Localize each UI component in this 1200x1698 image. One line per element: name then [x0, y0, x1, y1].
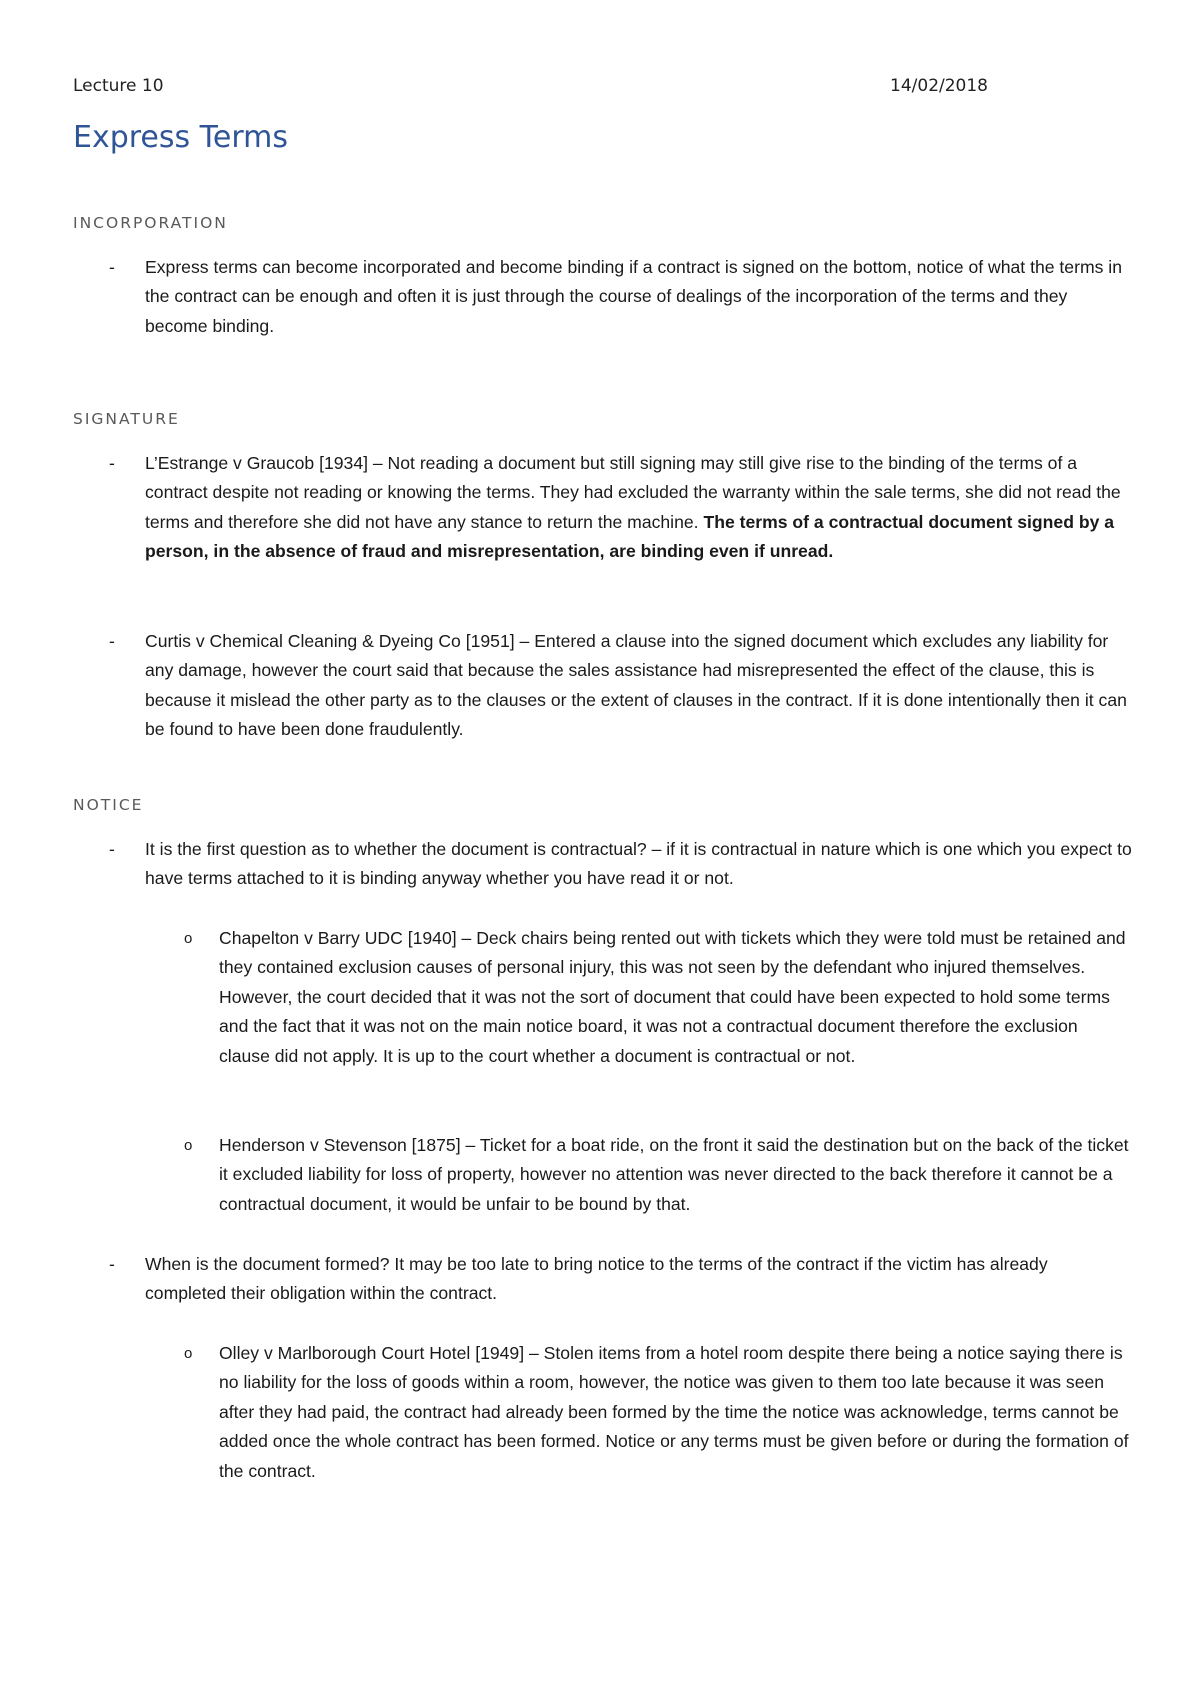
page-title: Express Terms [73, 120, 289, 155]
item-text: Chapelton v Barry UDC [1940] – Deck chairs being rented out with tickets which they were told must be retained and they contained exclusion causes of personal injury, this was not seen by the defendant who injured themselves. However, the court decided that it was not the sort of document that could have been expected to hold some terms and the fact that it was not on the main notice board, it was not a contractual document therefore the exclusion clause did not apply. It is up to the court whether a document is contractual or not. [219, 928, 1126, 1066]
item-text: Olley v Marlborough Court Hotel [1949] – Stolen items from a hotel room despite there being a notice saying there is no liability for the loss of goods within a room, however, the notice was given to them too late because it was seen after they had paid, the contract had already been formed by the time the notice was acknowledge, terms cannot be added once the whole contract has been formed. Notice or any terms must be given before or during the formation of the contract. [219, 1343, 1129, 1481]
lecture-date: 14/02/2018 [890, 76, 988, 96]
dash-marker: - [109, 631, 115, 651]
dash-marker: - [109, 257, 115, 277]
item-text: Curtis v Chemical Cleaning & Dyeing Co [1951] – Entered a clause into the signed document which excludes any liability for any damage, however the court said that because the sales assistance had misrepresented the effect of the clause, this is because it mislead the other party as to the clauses or the extent of clauses in the contract. If it is done intentionally then it can be found to have been done fraudulently. [145, 631, 1127, 740]
list-item-incorporation-1 [73, 253, 1133, 341]
circle-marker: o [184, 1137, 193, 1154]
page-header [73, 76, 988, 96]
list-item-signature-2 [73, 627, 1133, 745]
item-bold-text: The terms of a contractual document signed by a person, in the absence of fraud and misrepresentation, are binding even if unread. [145, 511, 1115, 562]
dash-marker: - [109, 1254, 115, 1274]
list-item-notice-2 [73, 1250, 1133, 1309]
list-item-signature-1 [73, 449, 1133, 567]
section-heading-signature: SIGNATURE [73, 410, 180, 428]
circle-marker: o [184, 1345, 193, 1362]
sub-item-chapelton [73, 924, 1133, 1071]
item-text: When is the document formed? It may be too late to bring notice to the terms of the contract if the victim has already completed their obligation within the contract. [145, 1254, 1048, 1304]
circle-marker: o [184, 930, 193, 947]
section-heading-incorporation: INCORPORATION [73, 214, 228, 232]
item-body [145, 449, 1133, 567]
item-text: L’Estrange v Graucob [1934] – Not reading a document but still signing may still give rise to the binding of the terms of a contract despite not reading or knowing the terms. They had excluded the warranty within the sale terms, she did not read the terms and therefore she did not have any stance to return the machine. [145, 453, 1121, 532]
dash-marker: - [109, 839, 115, 859]
lecture-label: Lecture 10 [73, 76, 164, 96]
item-text: Henderson v Stevenson [1875] – Ticket for a boat ride, on the front it said the destination but on the back of the ticket it excluded liability for loss of property, however no attention was never directed to the back therefore it cannot be a contractual document, it would be unfair to be bound by that. [219, 1135, 1129, 1214]
list-item-notice-1 [73, 835, 1133, 894]
item-text: Express terms can become incorporated and become binding if a contract is signed on the bottom, notice of what the terms in the contract can be enough and often it is just through the course of dealings of the incorporation of the terms and they become binding. [145, 257, 1122, 336]
dash-marker: - [109, 453, 115, 473]
item-text: It is the first question as to whether the document is contractual? – if it is contractual in nature which is one which you expect to have terms attached to it is binding anyway whether you have read it or not. [145, 839, 1132, 889]
sub-item-henderson [73, 1131, 1133, 1219]
section-heading-notice: NOTICE [73, 796, 144, 814]
sub-item-olley [73, 1339, 1133, 1486]
